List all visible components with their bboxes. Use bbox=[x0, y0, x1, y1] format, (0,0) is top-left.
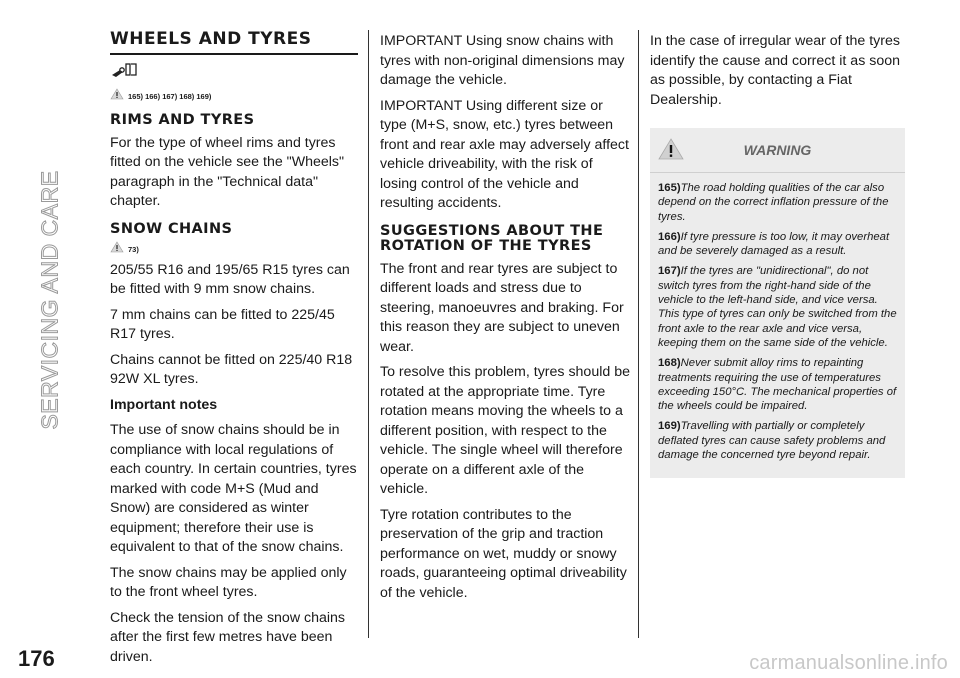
wrench-car-icon bbox=[110, 61, 358, 86]
warning-icon bbox=[110, 87, 124, 107]
section-side-tab: SERVICING AND CARE bbox=[36, 170, 63, 430]
paragraph: Chains cannot be fitted on 225/40 R18 92W XL tyres. bbox=[110, 351, 353, 387]
paragraph: Check the tension of the snow chains after the first few metres have been driven. bbox=[110, 609, 346, 665]
paragraph: IMPORTANT Using snow chains with tyres with non-original dimensions may damage the vehicle. bbox=[380, 33, 625, 88]
snow-chains-heading: SNOW CHAINS bbox=[110, 220, 233, 237]
warning-header bbox=[650, 128, 905, 173]
rims-text: For the type of wheel rims and tyres fitted on the vehicle see the "Wheels" paragraph in the "Technical data" chapter. bbox=[110, 134, 345, 209]
important-notes-heading: Important notes bbox=[110, 396, 218, 413]
rotation-heading: SUGGESTIONS ABOUT THE ROTATION OF THE TYRES bbox=[380, 222, 604, 254]
warning-item: 166)If tyre pressure is too low, it may overheat and be severely damaged as a result. bbox=[658, 230, 890, 258]
paragraph: 7 mm chains can be fitted to 225/45 R17 tyres. bbox=[110, 306, 335, 342]
column-divider bbox=[638, 30, 639, 638]
warning-item: 168)Never submit alloy rims to repainting treatments requiring the use of temperatures exceeding 150°C. The mechanical properties of the wheels could be impaired. bbox=[658, 357, 897, 413]
warning-title: WARNING bbox=[743, 142, 812, 158]
warning-item: 169)Travelling with partially or completely deflated tyres can cause safety problems and damage the concerned tyre beyond repair. bbox=[658, 420, 886, 462]
paragraph: IMPORTANT Using different size or type (M+S, snow, etc.) tyres between front and rear axle may adversely affect vehicle driveability, with the risk of losing control of the vehicle and resulting accidents. bbox=[380, 97, 629, 211]
paragraph: To resolve this problem, tyres should be rotated at the appropriate time. Tyre rotation means moving the wheels to a different position, with respect to the vehicle. The single wheel will therefore operate on a different axle of the vehicle. bbox=[380, 364, 630, 497]
watermark: carmanualsonline.info bbox=[749, 652, 948, 674]
warning-item: 167)If the tyres are "unidirectional", do not switch tyres from the right-hand side of the vehicle to the left-hand side, and vice versa. This type of tyres can only be switched from the front axle to the rear axle and vice versa, keeping them on the same side of the vehicle. bbox=[658, 265, 897, 349]
warning-icon bbox=[110, 240, 124, 260]
column-1 bbox=[110, 30, 358, 673]
warning-item: 165)The road holding qualities of the car also depend on the correct inflation pressure of the tyres. bbox=[658, 182, 889, 223]
column-3 bbox=[650, 32, 905, 478]
snow-refs: 73) bbox=[128, 244, 139, 254]
paragraph: The use of snow chains should be in compliance with local regulations of each country. In certain countries, tyres marked with code M+S (Mud and Snow) are considered as winter equipment; therefore their use is equivalent to that of the snow chains. bbox=[110, 422, 357, 555]
paragraph: 205/55 R16 and 195/65 R15 tyres can be fitted with 9 mm snow chains. bbox=[110, 261, 350, 297]
warning-box bbox=[650, 128, 905, 478]
warning-body bbox=[650, 173, 905, 462]
paragraph: In the case of irregular wear of the tyres identify the cause and correct it as soon as possible, by contacting a Fiat Dealership. bbox=[650, 33, 900, 108]
paragraph: Tyre rotation contributes to the preservation of the grip and traction performance on wet, muddy or snowy roads, guaranteeing optimal driveability of the vehicle. bbox=[380, 506, 627, 601]
paragraph: The snow chains may be applied only to the front wheel tyres. bbox=[110, 564, 347, 600]
warning-refs: 165) 166) 167) 168) 169) bbox=[128, 92, 212, 101]
paragraph: The front and rear tyres are subject to different loads and stress due to steering, manoeuvres and braking. For this reason they are subject to uneven wear. bbox=[380, 260, 624, 355]
column-divider bbox=[368, 30, 369, 638]
page-number: 176 bbox=[18, 646, 55, 671]
rims-heading: RIMS AND TYRES bbox=[110, 111, 255, 128]
column-2 bbox=[380, 32, 630, 609]
page-title: WHEELS AND TYRES bbox=[110, 30, 358, 55]
